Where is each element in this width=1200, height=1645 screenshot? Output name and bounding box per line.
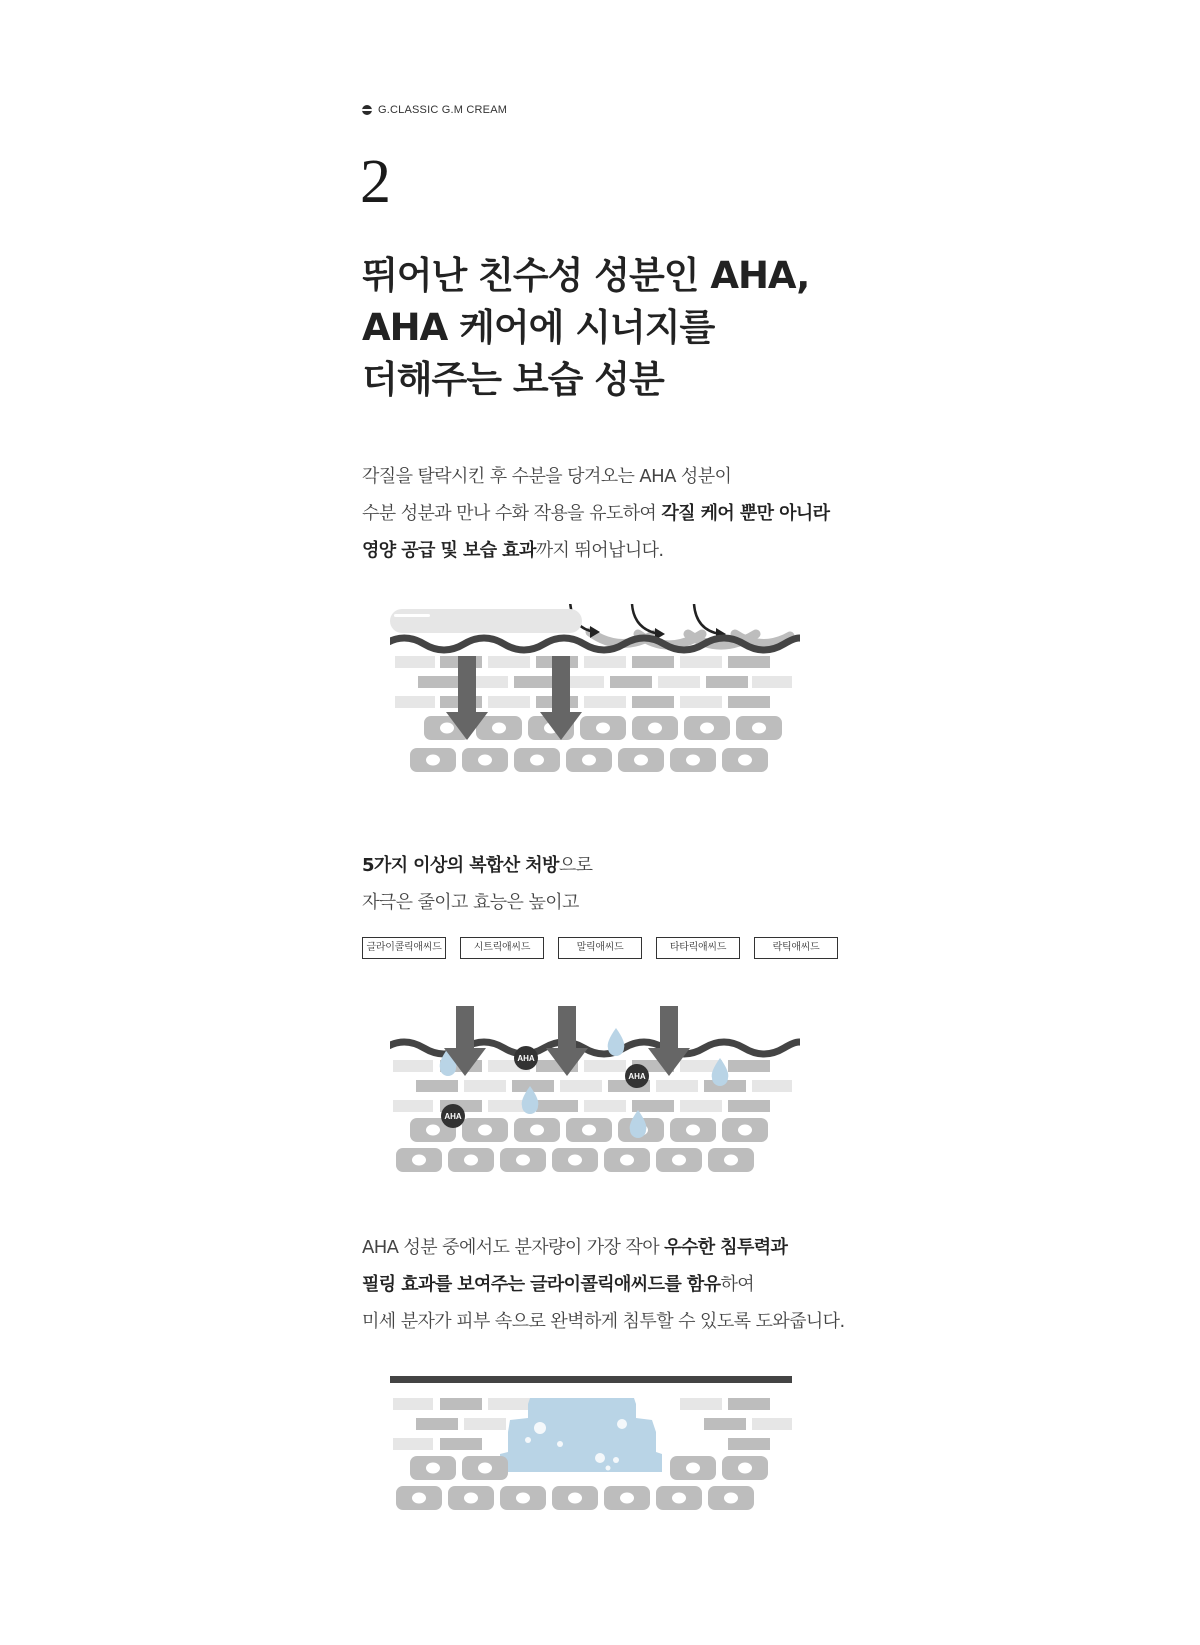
acid-tag-tartaric: 타타릭애씨드	[656, 937, 740, 959]
acid-tag-lactic: 락틱애씨드	[754, 937, 838, 959]
section-number: 2	[360, 148, 391, 216]
intro-line-2-emphasis: 각질 케어 뿐만 아니라	[661, 503, 830, 524]
intro-line-2-text: 수분 성분과 만나 수화 작용을 유도하여	[362, 503, 662, 524]
glycolic-line-2-emphasis: 필링 효과를 보여주는 글라이콜릭애씨드를 함유	[362, 1274, 721, 1295]
aha-hydration-illustration	[390, 1006, 800, 1181]
brick-layers	[395, 656, 792, 708]
intro-line-1: 각질을 탈락시킨 후 수분을 당겨오는 AHA 성분이	[362, 466, 732, 487]
acid-tag-list	[362, 937, 844, 959]
exfoliation-illustration	[390, 604, 800, 800]
intro-line-3-text: 까지 뛰어납니다.	[535, 540, 664, 561]
headline-line-3: 더해주는 보습 성분	[362, 358, 664, 401]
aha-badge-label: AHA	[628, 1072, 646, 1081]
glycolic-line-2	[362, 1266, 1122, 1303]
aha-badge	[625, 1064, 649, 1088]
brand-text: G.CLASSIC G.M CREAM	[378, 104, 508, 116]
cell-row-2	[410, 748, 768, 772]
headline	[362, 250, 1062, 406]
intro-paragraph	[362, 458, 1122, 569]
skin-surface-line	[390, 1376, 792, 1383]
glycolic-line-1-text: AHA 성분 중에서도 분자량이 가장 작아	[362, 1237, 665, 1258]
exfoliated-layer	[390, 609, 582, 633]
exfoliation-illustration-svg	[390, 604, 800, 800]
intro-line-2	[362, 495, 1122, 532]
acid-tag-malic: 말릭애씨드	[558, 937, 642, 959]
formula-line-2: 자극은 줄이고 효능은 높이고	[362, 892, 579, 913]
brand-label	[362, 104, 507, 116]
glycolic-line-2-text: 하여	[720, 1274, 755, 1295]
headline-line-1: 뛰어난 친수성 성분인 AHA,	[362, 254, 810, 297]
aha-badge	[441, 1104, 465, 1128]
hydrated-skin-illustration-svg	[390, 1376, 800, 1514]
acid-tag-glycolic: 글라이콜릭애씨드	[362, 937, 446, 959]
circle-stripe-icon	[362, 105, 372, 115]
acid-tag-citric: 시트릭애씨드	[460, 937, 544, 959]
cell-row-2	[396, 1486, 754, 1510]
hydrated-skin-illustration	[390, 1376, 800, 1514]
cell-row-1	[410, 1118, 768, 1142]
glycolic-line-3: 미세 분자가 피부 속으로 완벽하게 침투할 수 있도록 도와줍니다.	[362, 1311, 845, 1332]
aha-badge-label: AHA	[517, 1054, 535, 1063]
formula-line-1	[362, 847, 1122, 884]
glycolic-line-1	[362, 1229, 1122, 1266]
cell-row-2	[396, 1148, 754, 1172]
glycolic-line-1-emphasis: 우수한 침투력과	[664, 1237, 788, 1258]
aha-badge	[514, 1046, 538, 1070]
intro-line-3	[362, 532, 1122, 569]
formula-paragraph	[362, 847, 1122, 921]
aha-badge-label: AHA	[444, 1112, 462, 1121]
intro-line-3-emphasis: 영양 공급 및 보습 효과	[362, 540, 536, 561]
formula-line-1-emphasis: 5가지 이상의 복합산 처방	[362, 855, 559, 876]
aha-hydration-illustration-svg	[390, 1006, 800, 1181]
glycolic-paragraph	[362, 1229, 1122, 1340]
formula-line-1-text: 으로	[558, 855, 593, 876]
headline-line-2: AHA 케어에 시너지를	[362, 306, 715, 349]
